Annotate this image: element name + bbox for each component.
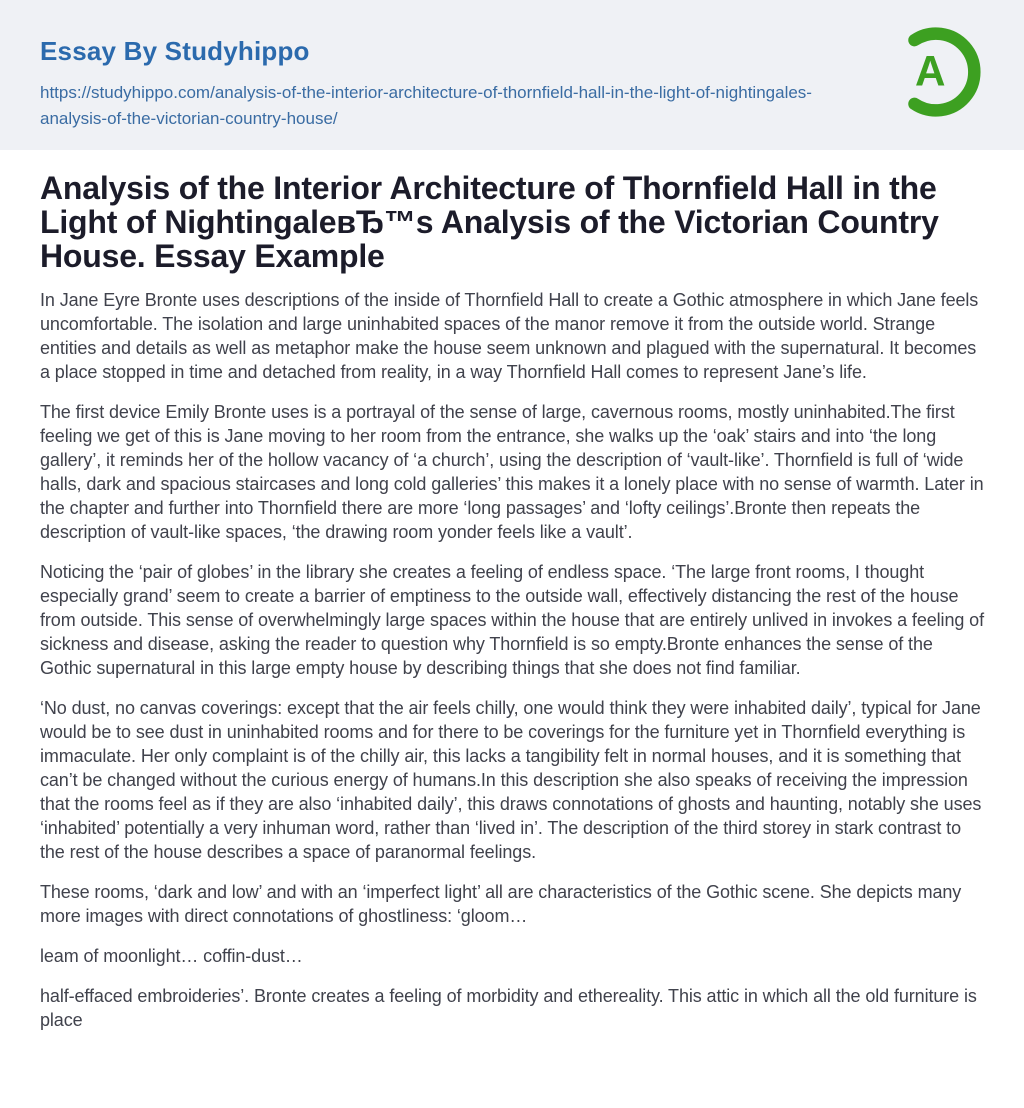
studyhippo-logo bbox=[888, 24, 984, 120]
essay-paragraph: leam of moonlight… coffin-dust… bbox=[40, 946, 303, 966]
logo-letter: A bbox=[914, 47, 946, 95]
essay-paragraph: half-effaced embroideries’. Bronte creates a feeling of morbidity and ethereality. This attic in which all the old furniture is place bbox=[40, 986, 977, 1030]
page-url-link[interactable]: https://studyhippo.com/analysis-of-the-interior-architecture-of-thornfield-hall-in-the-light-of-nightingales-analysis-of-the-victorian-country-house/ bbox=[40, 83, 812, 128]
essay-paragraph: ‘No dust, no canvas coverings: except that the air feels chilly, one would think they were inhabited daily’, typical for Jane would be to see dust in uninhabited rooms and for there to be coverings for the furniture yet in Thornfield everything is immaculate. Her only complaint is of the chilly air, this lacks a tangibility felt in normal houses, and it is something that can’t be changed without the curious energy of humans.In this description she also speaks of receiving the impression that the rooms feel as if they are also ‘inhabited daily’, this draws connotations of ghosts and haunting, notably she uses ‘inhabited’ potentially a very inhuman word, rather than ‘lived in’. The description of the third storey in stark contrast to the rest of the house describes a space of paranormal feelings. bbox=[40, 698, 982, 862]
article-content bbox=[0, 150, 1024, 1032]
site-header bbox=[0, 0, 1024, 150]
article-title: Analysis of the Interior Architecture of Thornfield Hall in the Light of NightingaleвЂ™s Analysis of the Victorian Country House. Essay Example bbox=[40, 170, 939, 274]
essay-paragraph: These rooms, ‘dark and low’ and with an ‘imperfect light’ all are characteristics of the Gothic scene. She depicts many more images with direct connotations of ghostliness: ‘gloom… bbox=[40, 882, 962, 926]
essay-paragraph: The first device Emily Bronte uses is a portrayal of the sense of large, cavernous rooms, mostly uninhabited.The first feeling we get of this is Jane moving to her room from the entrance, she walks up the ‘oak’ stairs and into ‘the long gallery’, it reminds her of the hollow vacancy of ‘a church’, using the description of ‘vault-like’. Thornfield is full of ‘wide halls, dark and spacious staircases and long cold galleries’ this makes it a lonely place with no sense of warmth. Later in the chapter and further into Thornfield there are more ‘long passages’ and ‘lofty ceilings’.Bronte then repeats the description of vault-like spaces, ‘the drawing room yonder feels like a vault’. bbox=[40, 402, 984, 542]
logo-arc-icon bbox=[888, 24, 984, 120]
site-title: Essay By Studyhippo bbox=[40, 36, 310, 66]
essay-paragraph: Noticing the ‘pair of globes’ in the library she creates a feeling of endless space. ‘The large front rooms, I thought especially grand’ seem to create a barrier of emptiness to the outside wall, effectively distancing the rest of the house from outside. This sense of overwhelmingly large spaces within the house that are entirely unlived in invokes a feeling of sickness and disease, asking the reader to question why Thornfield is so empty.Bronte enhances the sense of the Gothic supernatural in this large empty house by describing things that she does not find familiar. bbox=[40, 562, 984, 678]
essay-paragraph: In Jane Eyre Bronte uses descriptions of the inside of Thornfield Hall to create a Gothic atmosphere in which Jane feels uncomfortable. The isolation and large uninhabited spaces of the manor remove it from the outside world. Strange entities and details as well as metaphor make the house seem unknown and plagued with the supernatural. It becomes a place stopped in time and detached from reality, in a way Thornfield Hall comes to represent Jane’s life. bbox=[40, 290, 979, 382]
